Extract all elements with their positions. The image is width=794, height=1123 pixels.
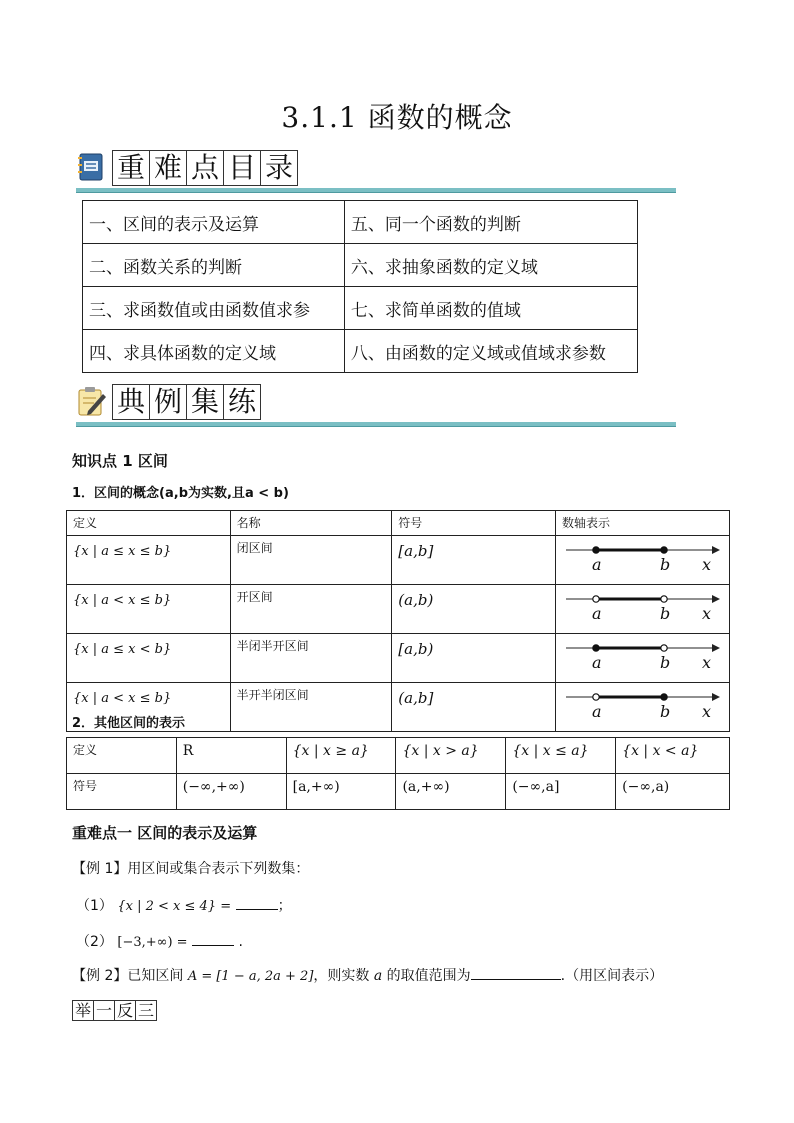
symbol-cell: [a,b) <box>392 634 556 683</box>
example-text: 的取值范围为 <box>386 968 471 984</box>
name-cell: 半开半闭区间 <box>230 683 392 732</box>
example-text: 已知区间 <box>127 968 184 984</box>
section-underline <box>76 188 676 193</box>
title-char: 重 <box>112 150 150 186</box>
axis-label: a <box>591 604 602 623</box>
practice-char: 举 <box>72 1000 94 1021</box>
question-number: （1） <box>76 898 113 914</box>
table-cell: {x | x < a} <box>616 738 730 774</box>
title-char: 目 <box>223 150 261 186</box>
notebook-icon <box>76 152 106 182</box>
axis-label: b <box>659 604 671 623</box>
axis-label: b <box>659 702 671 721</box>
number-line-cell <box>555 634 729 683</box>
symbol-cell: [a,b] <box>392 536 556 585</box>
example-text: ，则实数 <box>313 968 370 984</box>
toc-cell: 四、求具体函数的定义域 <box>83 330 345 373</box>
definition-cell: {x | a ≤ x ≤ b} <box>67 536 231 585</box>
axis-label: x <box>701 702 711 721</box>
question-end: . <box>238 934 243 950</box>
example-label: 【例 2】 <box>72 968 128 984</box>
left-endpoint <box>593 645 599 651</box>
toc-cell: 二、函数关系的判断 <box>83 244 345 287</box>
answer-blank[interactable] <box>471 965 561 980</box>
example-1-question-2 <box>76 931 243 951</box>
knowledge-point-heading: 知识点 1 区间 <box>72 452 168 470</box>
right-endpoint <box>661 645 667 651</box>
name-cell: 闭区间 <box>230 536 392 585</box>
toc-row <box>83 287 638 330</box>
table-cell: [a,+∞) <box>286 774 396 810</box>
clipboard-pen-icon <box>76 386 106 416</box>
axis-arrow <box>712 595 720 603</box>
axis-label: b <box>659 555 671 574</box>
left-endpoint <box>593 596 599 602</box>
table-row <box>67 536 730 585</box>
toc-cell: 三、求函数值或由函数值求参 <box>83 287 345 330</box>
axis-label: x <box>701 653 711 672</box>
table-cell: R <box>176 738 286 774</box>
table-header-row <box>67 511 730 536</box>
answer-blank[interactable] <box>192 931 234 946</box>
table-cell: {x | x > a} <box>396 738 506 774</box>
table-cell: {x | x ≤ a} <box>506 738 616 774</box>
other-intervals-heading: 2．其他区间的表示 <box>72 716 186 731</box>
axis-arrow <box>712 693 720 701</box>
other-intervals-table <box>66 737 730 810</box>
contents-table <box>82 200 638 373</box>
answer-blank[interactable] <box>236 895 278 910</box>
row-header: 符号 <box>67 774 177 810</box>
focus-heading: 重难点一 区间的表示及运算 <box>72 824 258 842</box>
right-endpoint <box>661 596 667 602</box>
right-endpoint <box>661 694 667 700</box>
page-title: 3.1.1 函数的概念 <box>281 101 513 134</box>
axis-arrow <box>712 644 720 652</box>
row-header: 定义 <box>67 738 177 774</box>
name-cell: 半闭半开区间 <box>230 634 392 683</box>
symbol-cell: (a,b) <box>392 585 556 634</box>
title-char: 集 <box>186 384 224 420</box>
title-char: 录 <box>260 150 298 186</box>
practice-char: 反 <box>114 1000 136 1021</box>
table-cell: (−∞,a) <box>616 774 730 810</box>
column-header: 定义 <box>67 511 231 536</box>
axis-label: x <box>701 555 711 574</box>
column-header: 符号 <box>392 511 556 536</box>
axis-label: a <box>591 555 602 574</box>
right-endpoint <box>661 547 667 553</box>
table-cell: (−∞,+∞) <box>176 774 286 810</box>
example-1-question-1 <box>76 895 292 915</box>
title-char: 点 <box>186 150 224 186</box>
number-line <box>562 638 722 672</box>
section-underline <box>76 422 676 427</box>
number-line-cell <box>555 585 729 634</box>
toc-row <box>83 330 638 373</box>
interval-concept-table <box>66 510 730 732</box>
toc-row <box>83 201 638 244</box>
example-2 <box>72 965 663 985</box>
table-row <box>67 634 730 683</box>
question-expression: [−3,+∞) = <box>117 935 188 950</box>
axis-label: x <box>701 604 711 623</box>
practice-char: 三 <box>135 1000 157 1021</box>
axis-label: b <box>659 653 671 672</box>
number-line-cell <box>555 536 729 585</box>
toc-cell: 一、区间的表示及运算 <box>83 201 345 244</box>
question-number: （2） <box>76 934 113 950</box>
column-header: 数轴表示 <box>555 511 729 536</box>
table-cell: {x | x ≥ a} <box>286 738 396 774</box>
example-label: 【例 1】 <box>72 861 128 877</box>
title-char: 典 <box>112 384 150 420</box>
example-end: .（用区间表示） <box>560 968 664 984</box>
title-char: 难 <box>149 150 187 186</box>
toc-cell: 七、求简单函数的值域 <box>344 287 637 330</box>
title-char: 例 <box>149 384 187 420</box>
column-header: 名称 <box>230 511 392 536</box>
left-endpoint <box>593 547 599 553</box>
definition-cell: {x | a < x ≤ b} <box>67 683 231 732</box>
table-cell: (−∞,a] <box>506 774 616 810</box>
section-title-key-points <box>112 150 297 186</box>
symbol-cell: (a,b] <box>392 683 556 732</box>
example-1 <box>72 858 309 878</box>
toc-cell: 八、由函数的定义域或值域求参数 <box>344 330 637 373</box>
table-row <box>67 774 730 810</box>
practice-char: 一 <box>93 1000 115 1021</box>
number-line <box>562 687 722 721</box>
definition-cell: {x | a < x ≤ b} <box>67 585 231 634</box>
axis-label: a <box>591 702 602 721</box>
concept-heading: 1．区间的概念(a,b为实数,且a < b) <box>72 486 289 501</box>
table-row <box>67 738 730 774</box>
number-line <box>562 540 722 574</box>
toc-cell: 六、求抽象函数的定义域 <box>344 244 637 287</box>
table-row <box>67 585 730 634</box>
toc-row <box>83 244 638 287</box>
name-cell: 开区间 <box>230 585 392 634</box>
number-line-cell <box>555 683 729 732</box>
toc-cell: 五、同一个函数的判断 <box>344 201 637 244</box>
axis-label: a <box>591 653 602 672</box>
number-line <box>562 589 722 623</box>
title-char: 练 <box>223 384 261 420</box>
table-cell: (a,+∞) <box>396 774 506 810</box>
example-text: 用区间或集合表示下列数集： <box>127 861 310 877</box>
axis-arrow <box>712 546 720 554</box>
variable: a <box>373 968 383 984</box>
question-end: ； <box>277 898 292 914</box>
section-title-examples <box>112 384 260 420</box>
interval-expression: A = [1 − a, 2a + 2] <box>187 969 314 984</box>
left-endpoint <box>593 694 599 700</box>
question-expression: {x | 2 < x ≤ 4} = <box>117 899 232 914</box>
practice-label <box>72 1000 156 1021</box>
definition-cell: {x | a ≤ x < b} <box>67 634 231 683</box>
